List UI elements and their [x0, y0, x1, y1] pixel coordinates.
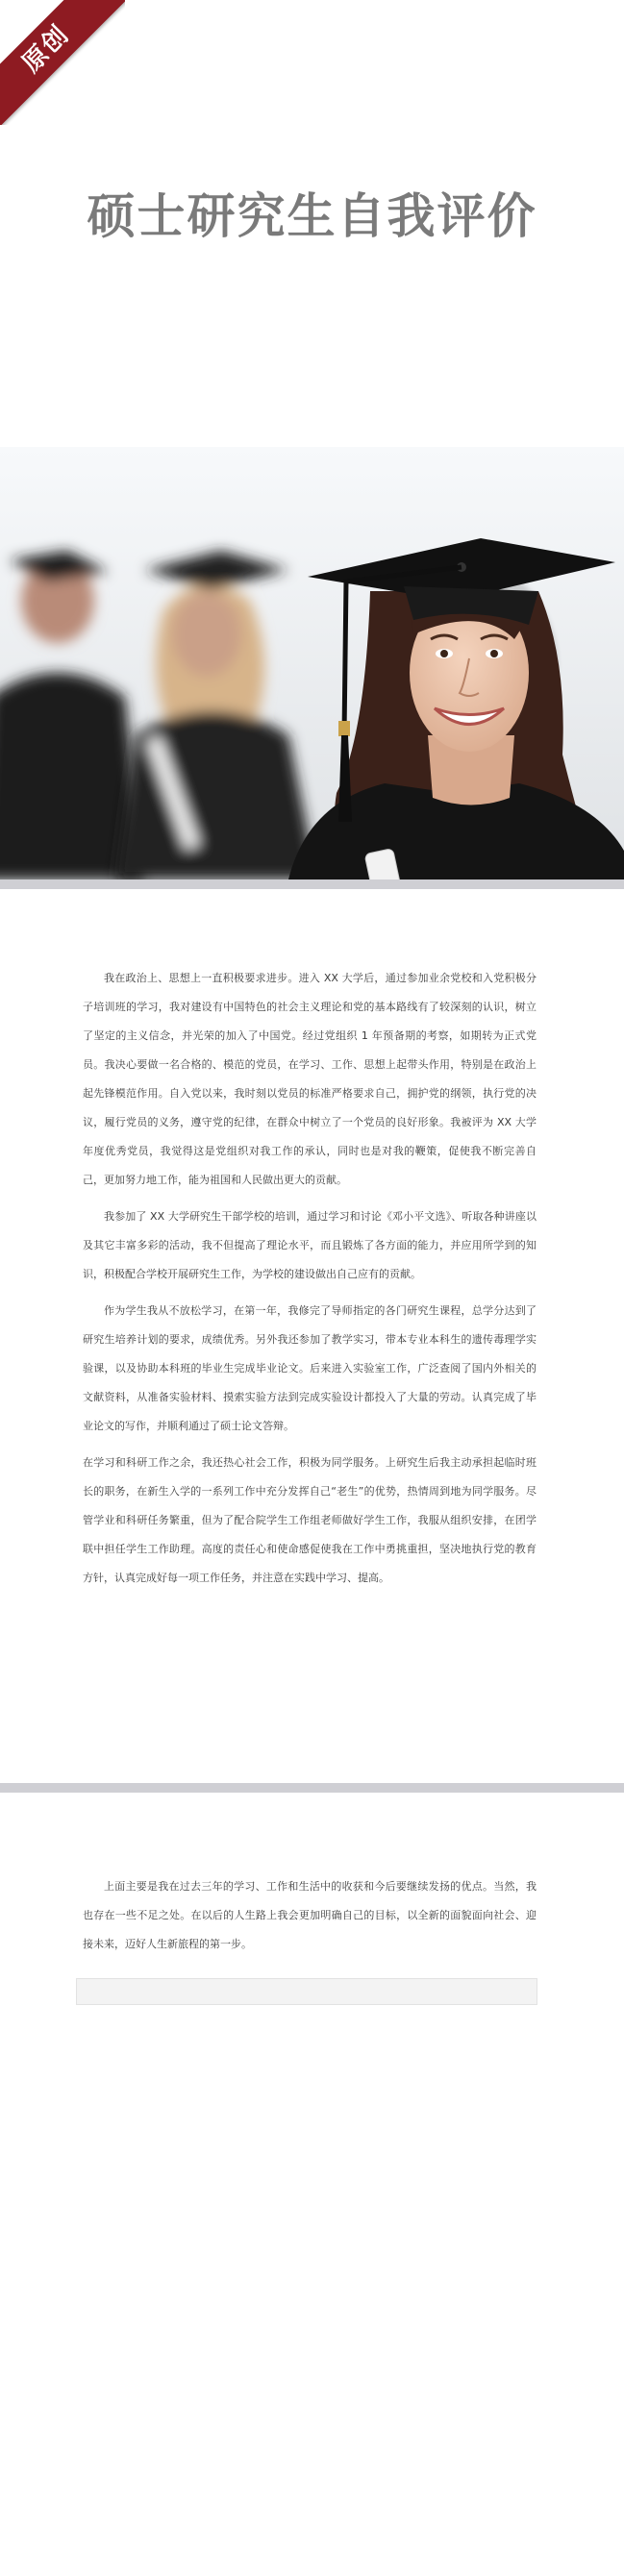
- original-badge: [0, 0, 125, 125]
- body-text: [83, 964, 537, 1600]
- blank-box: [76, 1978, 537, 2005]
- page-title: 硕士研究生自我评价: [87, 188, 537, 244]
- hero-graduation-photo: [0, 447, 624, 879]
- paragraph: 在学习和科研工作之余，我还热心社会工作，积极为同学服务。上研究生后我主动承担起临时班长的职务，在新生入学的一系列工作中充分发挥自己“老生”的优势，热情周到地为同学服务。尽管学业和科研任务繁重，但为了配合院学生工作组老师做好学生工作，我服从组织安排，在团学联中担任学生工作助理。高度的责任心和使命感促使我在工作中勇挑重担，坚决地执行党的教育方针，认真完成好每一项工作任务，并注意在实践中学习、提高。: [83, 1456, 537, 1584]
- paragraph: 作为学生我从不放松学习，在第一年，我修完了导师指定的各门研究生课程，总学分达到了研究生培养计划的要求，成绩优秀。另外我还参加了教学实习，带本专业本科生的遗传毒理学实验课，以及协助本科班的毕业生完成毕业论文。后来进入实验室工作，广泛查阅了国内外相关的文献资料，从准备实验材料、摸索实验方法到完成实验设计都投入了大量的劳动。认真完成了毕业论文的写作，并顺利通过了硕士论文答辩。: [83, 1304, 537, 1432]
- original-badge-label: 原创: [0, 0, 125, 125]
- graduation-photo-icon: [0, 447, 624, 879]
- divider-band: [0, 879, 624, 889]
- summary-text: [83, 1872, 537, 1967]
- summary-paragraph: 上面主要是我在过去三年的学习、工作和生活中的收获和今后要继续发扬的优点。当然，我也存在一些不足之处。在以后的人生路上我会更加明确自己的目标，以全新的面貌面向社会、迎接未来，迈好人生新旅程的第一步。: [83, 1880, 537, 1950]
- paragraph: 我在政治上、思想上一直积极要求进步。进入 XX 大学后，通过参加业余党校和入党积极分子培训班的学习，我对建设有中国特色的社会主义理论和党的基本路线有了较深刻的认识，树立了坚定的主义信念，并光荣的加入了中国党。经过党组织 1 年预备期的考察，如期转为正式党员。我决心要做一名合格的、模范的党员，在学习、工作、思想上起带头作用，特别是在政治上起先锋模范作用。自入党以来，我时刻以党员的标准严格要求自己，拥护党的纲领，执行党的决议，履行党员的义务，遵守党的纪律，在群众中树立了一个党员的良好形象。我被评为 XX 大学年度优秀党员，我觉得这是党组织对我工作的承认，同时也是对我的鞭策，促使我不断完善自己，更加努力地工作，能为祖国和人民做出更大的贡献。: [83, 972, 537, 1186]
- divider-band: [0, 1783, 624, 1793]
- paragraph: 我参加了 XX 大学研究生干部学校的培训，通过学习和讨论《邓小平文选》、听取各种讲座以及其它丰富多彩的活动，我不但提高了理论水平，而且锻炼了各方面的能力，并应用所学到的知识，积极配合学校开展研究生工作，为学校的建设做出自己应有的贡献。: [83, 1210, 537, 1280]
